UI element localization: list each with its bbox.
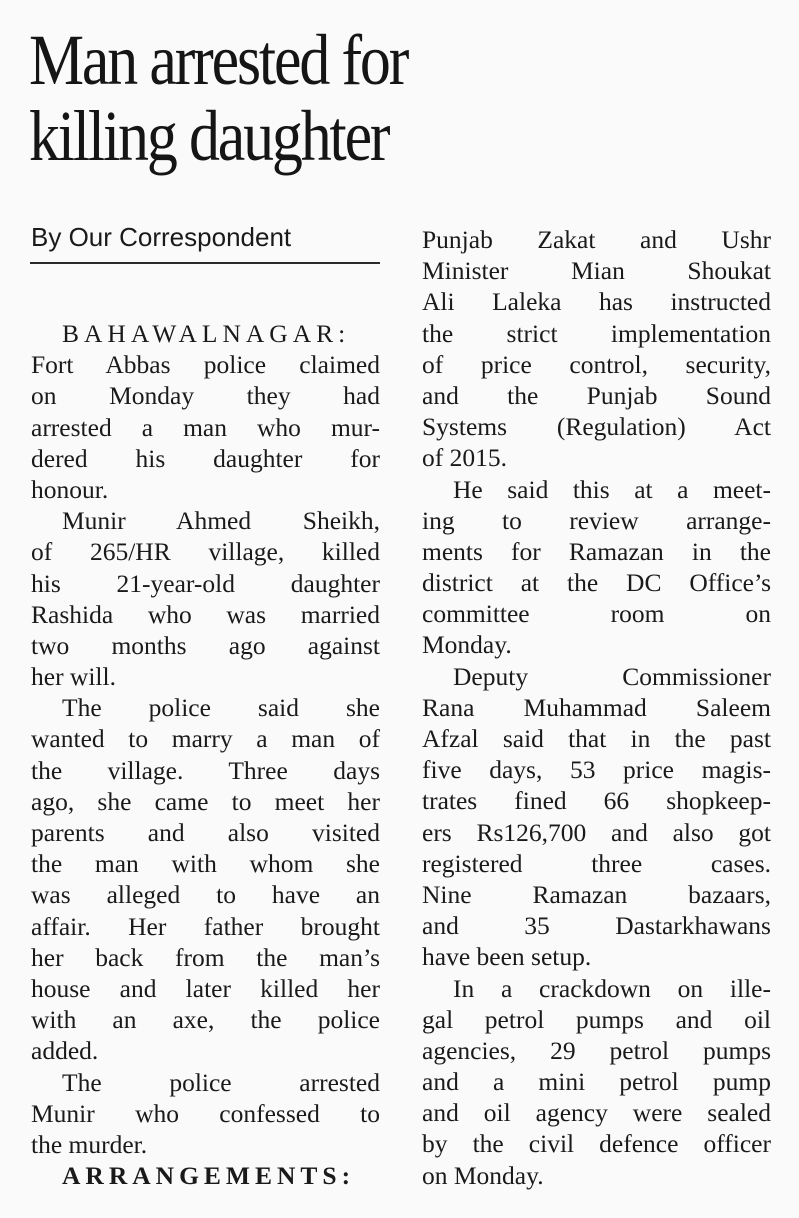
text-line: of 2015. bbox=[422, 443, 507, 473]
text-line: Ali Laleka has instructed bbox=[422, 287, 771, 317]
text-line: In a crackdown on ille- bbox=[453, 973, 771, 1003]
text-line: agencies, 29 petrol pumps bbox=[422, 1035, 771, 1065]
text-line: affair. Her father brought bbox=[31, 911, 380, 941]
text-line: and 35 Dastarkhawans bbox=[422, 911, 771, 941]
text-line: ing to review arrange- bbox=[422, 505, 771, 535]
text-line: gal petrol pumps and oil bbox=[422, 1004, 771, 1034]
section-lead: ARRANGEMENTS: bbox=[62, 1161, 356, 1191]
text-line: was alleged to have an bbox=[31, 880, 380, 910]
text-line: his 21-year-old daughter bbox=[31, 568, 380, 598]
text-line: Punjab Zakat and Ushr bbox=[422, 225, 771, 254]
text-line: Minister Mian Shoukat bbox=[422, 256, 771, 286]
text-line: ers Rs126,700 and also got bbox=[422, 817, 771, 847]
text-line: He said this at a meet- bbox=[453, 474, 771, 504]
text-line: ments for Ramazan in the bbox=[422, 536, 771, 566]
text-line: Munir Ahmed Sheikh, bbox=[62, 506, 380, 536]
text-line: added. bbox=[31, 1036, 99, 1066]
text-line: dered his daughter for bbox=[31, 443, 380, 473]
text-line: and the Punjab Sound bbox=[422, 380, 771, 410]
byline-divider bbox=[30, 262, 380, 264]
text-line: honour. bbox=[31, 474, 109, 504]
article-column-left bbox=[31, 318, 380, 1191]
text-line: have been setup. bbox=[422, 942, 592, 972]
text-line: Deputy Commissioner bbox=[453, 661, 771, 691]
text-line: of 265/HR village, killed bbox=[31, 537, 380, 567]
text-line: committee room on bbox=[422, 599, 771, 629]
text-line: parents and also visited bbox=[31, 818, 380, 847]
text-line: ago, she came to meet her bbox=[31, 786, 380, 816]
text-line: district at the DC Office’s bbox=[422, 568, 771, 598]
section-lead: BAHAWALNAGAR: bbox=[62, 319, 351, 348]
text-line: Nine Ramazan bazaars, bbox=[422, 879, 771, 909]
text-line: five days, 53 price magis- bbox=[422, 755, 771, 785]
text-line: wanted to marry a man of bbox=[31, 724, 380, 754]
text-line: and a mini petrol pump bbox=[422, 1067, 771, 1097]
text-line: the strict implementation bbox=[422, 318, 771, 348]
text-line: registered three cases. bbox=[422, 848, 771, 878]
text-line: of price control, security, bbox=[422, 349, 771, 379]
text-line: two months ago against bbox=[31, 630, 380, 660]
text-line: the village. Three days bbox=[31, 755, 380, 785]
text-line: Afzal said that in the past bbox=[422, 724, 771, 753]
text-line: trates fined 66 shopkeep- bbox=[422, 786, 771, 816]
text-line: Munir who confessed to bbox=[31, 1098, 380, 1128]
headline-line-2: killing daughter bbox=[29, 96, 389, 176]
article-column-right bbox=[422, 224, 771, 1191]
text-line: arrested a man who mur- bbox=[31, 412, 380, 442]
text-line: Rashida who was married bbox=[31, 599, 380, 629]
text-line: Rana Muhammad Saleem bbox=[422, 692, 771, 722]
byline: By Our Correspondent bbox=[31, 222, 292, 252]
text-line: her back from the man’s bbox=[31, 942, 380, 972]
text-line: house and later killed her bbox=[31, 973, 380, 1003]
headline-line-1: Man arrested for bbox=[29, 20, 408, 100]
text-line: by the civil defence officer bbox=[422, 1129, 771, 1159]
text-line: on Monday they had bbox=[31, 381, 380, 411]
text-line: Systems (Regulation) Act bbox=[422, 412, 771, 442]
text-line: Monday. bbox=[422, 630, 512, 660]
text-line: with an axe, the police bbox=[31, 1005, 380, 1035]
text-line: Fort Abbas police claimed bbox=[31, 350, 380, 380]
text-line: The police said she bbox=[62, 693, 380, 723]
text-line: The police arrested bbox=[62, 1067, 380, 1097]
text-line: on Monday. bbox=[422, 1160, 544, 1190]
text-line: her will. bbox=[31, 662, 116, 692]
text-line: and oil agency were sealed bbox=[422, 1098, 771, 1128]
text-line: the murder. bbox=[31, 1129, 148, 1159]
text-line: the man with whom she bbox=[31, 849, 380, 879]
headline bbox=[29, 22, 665, 174]
